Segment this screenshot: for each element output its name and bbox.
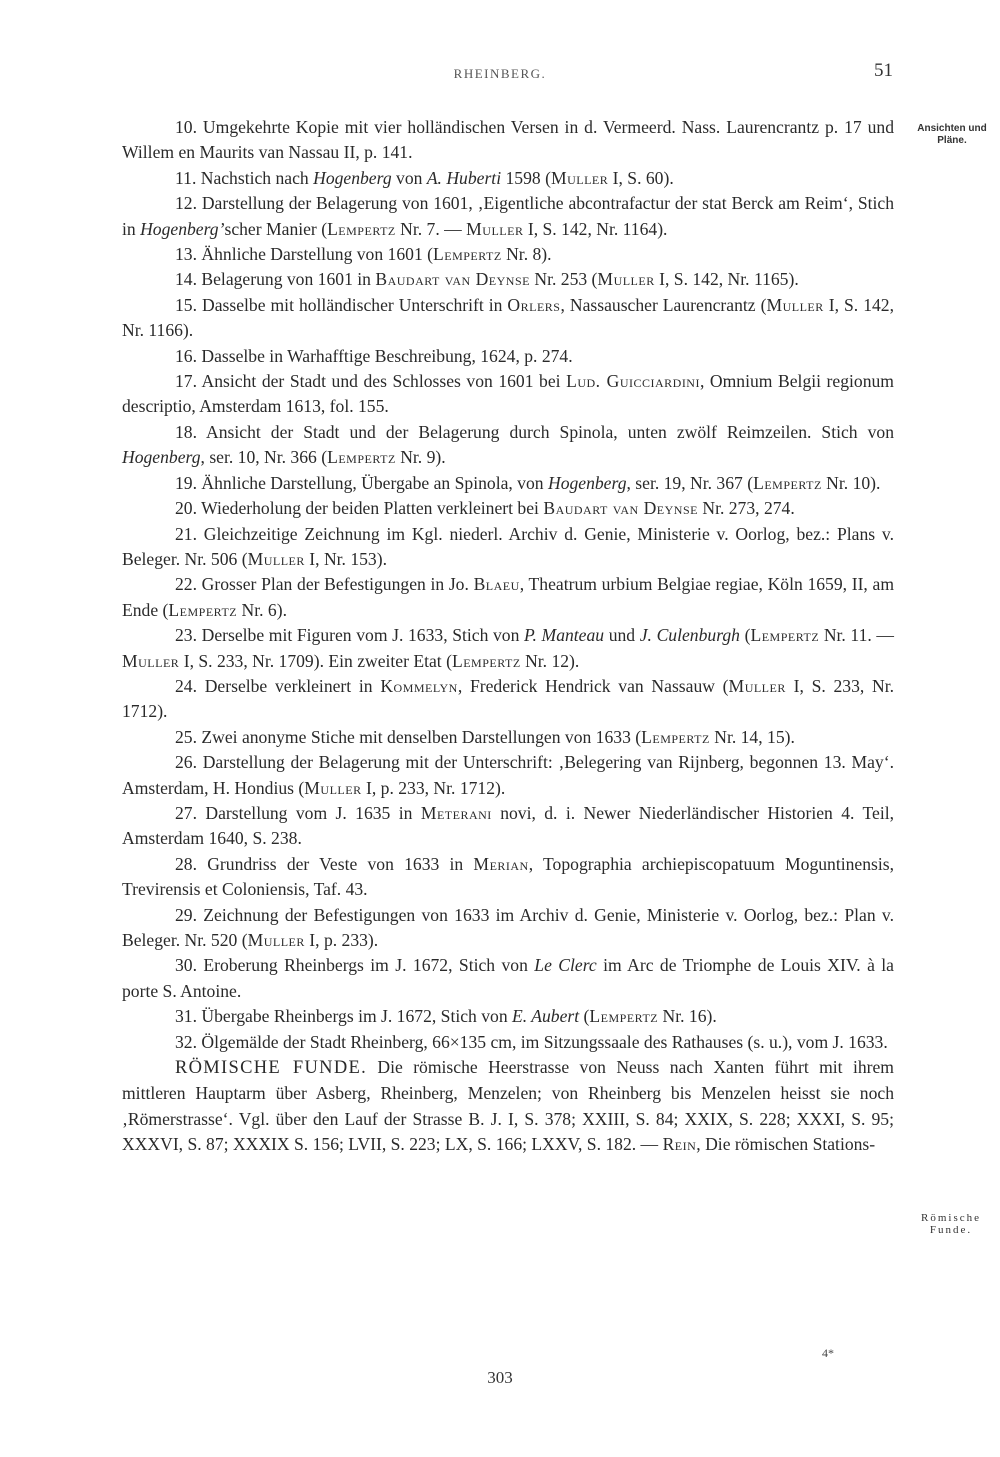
entry-text-segment: Hogenberg bbox=[122, 447, 201, 468]
entry-text-segment: Blaeu bbox=[473, 574, 520, 595]
entry-10 bbox=[122, 115, 894, 166]
entry-text-segment: Lempertz bbox=[433, 244, 502, 265]
entry-text-segment: 1598 ( bbox=[501, 167, 551, 188]
entry-text-segment: Muller bbox=[466, 218, 524, 239]
entry-text-segment: I, S. 233, Nr. 1709). Ein zweiter Etat ( bbox=[179, 650, 452, 671]
entry-text-segment: 31. Übergabe Rheinbergs im J. 1672, Stich von bbox=[175, 1006, 513, 1027]
entry-text-segment: Hogenberg’ bbox=[140, 218, 225, 239]
entry-text-segment: Orlers bbox=[507, 294, 561, 315]
footer-page-number: 303 bbox=[487, 1368, 513, 1387]
entry-text-segment: Hogenberg bbox=[313, 167, 392, 188]
entry-text-segment: 18. Ansicht der Stadt und der Belagerung durch Spinola, unten zwölf Reimzeilen. Stich von bbox=[175, 421, 894, 442]
entry-text-segment: Nr. 6). bbox=[237, 599, 287, 620]
entry-text-segment: Muller bbox=[304, 777, 362, 798]
entry-text-segment: Baudart van Deynse bbox=[543, 498, 698, 519]
entry-text-segment: und bbox=[604, 625, 640, 646]
entry-text-segment: Hogenberg bbox=[547, 472, 627, 493]
entry-text-segment: 24. Derselbe verkleinert in bbox=[175, 675, 381, 696]
entry-text-segment: ( bbox=[739, 625, 751, 646]
entry-text-segment: Lempertz bbox=[327, 218, 396, 239]
entry-16 bbox=[122, 344, 894, 369]
entry-text-segment: Lempertz bbox=[641, 726, 710, 747]
main-text bbox=[122, 115, 894, 1158]
entry-text-segment: I, p. 233). bbox=[304, 930, 379, 950]
entry-text-segment: Muller bbox=[597, 269, 655, 290]
entry-text-segment: Nr. 9). bbox=[395, 447, 446, 468]
entry-text-segment: , Topographia archiepiscopatuum Moguntinensis, Trevirensis et Coloniensis, Taf. 43. bbox=[122, 853, 894, 900]
entry-text-segment: 16. Dasselbe in Warhafftige Beschreibung, 1624, p. 274. bbox=[175, 345, 573, 366]
entry-text-segment: I, p. 233, Nr. 1712). bbox=[361, 777, 506, 798]
entry-text-segment: 26. Darstellung der Belagerung mit der Unterschrift: ‚Belegering van Rijnberg, begonnen 13. May‘. Amsterdam, H. Hondius ( bbox=[122, 752, 894, 798]
entry-text-segment: J. Culenburgh bbox=[639, 625, 740, 646]
entry-32 bbox=[122, 1030, 894, 1055]
entry-text-segment: , ser. 10, Nr. 366 ( bbox=[200, 447, 328, 468]
entry-13 bbox=[122, 242, 894, 267]
entry-11 bbox=[122, 166, 894, 191]
margin-note-roemische: Römische Funde. bbox=[921, 1212, 981, 1236]
entry-text-segment: P. Manteau bbox=[524, 625, 605, 646]
entry-text-segment: im Arc de Triomphe de Louis XIV. à la porte S. Antoine. bbox=[122, 955, 894, 1001]
entry-text-segment: , Nassauscher Laurencrantz ( bbox=[560, 294, 767, 315]
entry-text-segment: , Frederick Hendrick van Nassauw ( bbox=[457, 675, 729, 696]
entry-text-segment: 17. Ansicht der Stadt und des Schlosses von 1601 bei bbox=[175, 371, 567, 392]
entry-text-segment: I, S. 142, Nr. 1165). bbox=[654, 269, 799, 290]
entry-text-segment: Nr. 273, 274. bbox=[697, 498, 795, 519]
signature-mark: 4* bbox=[822, 1346, 834, 1360]
entry-text-segment: E. Aubert bbox=[512, 1006, 580, 1027]
entry-12 bbox=[122, 191, 894, 242]
entry-text-segment: 27. Darstellung vom J. 1635 in bbox=[175, 802, 421, 823]
entry-text-segment: Muller bbox=[766, 294, 824, 315]
entry-text-segment: Nr. 16). bbox=[658, 1006, 717, 1027]
entry-text-segment: von bbox=[391, 167, 427, 188]
entry-text-segment: 30. Eroberung Rheinbergs im J. 1672, Stich von bbox=[175, 955, 535, 976]
entry-text-segment: , Theatrum urbium Belgiae regiae, Köln 1659, II, am Ende ( bbox=[122, 574, 894, 620]
entry-text-segment: 15. Dasselbe mit holländischer Unterschrift in bbox=[175, 294, 508, 315]
entry-text-segment: Muller bbox=[247, 930, 305, 950]
entry-text-segment: Muller bbox=[122, 650, 180, 671]
entry-text-segment: Le Clerc bbox=[534, 955, 597, 976]
entry-text-segment: Nr. 253 ( bbox=[529, 269, 598, 290]
entry-23 bbox=[122, 623, 894, 674]
entry-15 bbox=[122, 293, 894, 344]
entry-18 bbox=[122, 420, 894, 471]
entry-text-segment: Nr. 7. — bbox=[395, 218, 467, 239]
page-number: 51 bbox=[874, 60, 893, 81]
entry-26 bbox=[122, 750, 894, 801]
entry-text-segment: , Omnium Belgii regionum descriptio, Amsterdam 1613, fol. 155. bbox=[122, 371, 894, 417]
entry-text-segment: I, S. 60). bbox=[608, 167, 674, 188]
entry-text-segment: Muller bbox=[247, 548, 305, 569]
entry-text-segment: Meterani bbox=[420, 802, 492, 823]
entry-text-segment: Lempertz bbox=[753, 472, 822, 493]
entry-14 bbox=[122, 267, 894, 292]
entry-text-segment: Nr. 12). bbox=[520, 650, 580, 671]
entry-text-segment: I, S. 142, Nr. 1166). bbox=[122, 294, 894, 341]
entry-21 bbox=[122, 522, 894, 573]
entry-text-segment: Nr. 11. — bbox=[819, 625, 894, 646]
entry-roemische bbox=[122, 1055, 894, 1158]
entry-text-segment: 21. Gleichzeitige Zeichnung im Kgl. niederl. Archiv d. Genie, Ministerie v. Oorlog, bez.: Plans v. Beleger. Nr. 506 ( bbox=[122, 523, 894, 569]
entry-text-segment: 10. Umgekehrte Kopie mit vier holländischen Versen in d. Vermeerd. Nass. Laurencrantz p. 17 und Willem en Maurits van Nassau II, p. 141. bbox=[122, 117, 894, 163]
entry-text-segment: Lempertz bbox=[750, 625, 820, 646]
entry-text-segment: Lempertz bbox=[168, 599, 238, 620]
entry-text-segment: 14. Belagerung von 1601 in bbox=[175, 269, 376, 290]
entry-27 bbox=[122, 801, 894, 852]
entry-text-segment: , Die römischen Stations- bbox=[696, 1134, 876, 1155]
entry-29 bbox=[122, 903, 894, 954]
entry-text-segment: ( bbox=[579, 1006, 590, 1027]
entry-20 bbox=[122, 496, 894, 521]
entry-text-segment: Merian bbox=[473, 853, 529, 874]
entry-text-segment: Muller bbox=[550, 167, 609, 188]
entry-22 bbox=[122, 572, 894, 623]
entry-text-segment: Rein bbox=[662, 1134, 697, 1155]
entry-text-segment: , ser. 19, Nr. 367 ( bbox=[626, 472, 754, 493]
entry-text-segment: 29. Zeichnung der Befestigungen von 1633 im Archiv d. Genie, Ministerie v. Oorlog, bez.: Plan v. Beleger. Nr. 520 ( bbox=[122, 904, 894, 950]
entry-text-segment: Kommelyn bbox=[380, 675, 458, 696]
entry-text-segment: Lempertz bbox=[451, 650, 521, 671]
entry-text-segment: Baudart van Deynse bbox=[375, 269, 530, 290]
entry-text-segment: 23. Derselbe mit Figuren vom J. 1633, Stich von bbox=[175, 625, 525, 646]
margin-note-ansichten: Ansichten und Pläne. bbox=[917, 123, 987, 146]
entry-text-segment: Die römische Heerstrasse von Neuss nach Xanten führt mit ihrem mittleren Hauptarm über Asberg, Rheinberg, Menzelen; von Rheinberg bis Menzelen heisst sie noch ‚Römerstrasse‘. Vgl. über den Lauf der Strasse B. J. I, S. 378; XXIII, S. 84; XXIX, S. 228; XXXI, S. 95; XXXVI, S. 87; XXXIX S. 156; LVII, S. 223; LX, S. 166; LXXV, S. 182. — bbox=[122, 1057, 894, 1155]
entry-text-segment: 20. Wiederholung der beiden Platten verkleinert bei bbox=[175, 498, 544, 519]
entry-text-segment: I, Nr. 153). bbox=[304, 548, 387, 569]
entry-25 bbox=[122, 725, 894, 750]
entry-text-segment: 12. Darstellung der Belagerung von 1601, ‚Eigentliche abcontrafactur der stat Berck am Reim‘, Stich in bbox=[122, 193, 894, 239]
entry-text-segment: Muller bbox=[728, 675, 786, 696]
entry-text-segment: scher Manier ( bbox=[224, 218, 328, 239]
entry-text-segment: Nr. 10). bbox=[821, 472, 881, 493]
entry-text-segment: A. Huberti bbox=[426, 167, 502, 188]
entry-31 bbox=[122, 1004, 894, 1029]
entry-text-segment: I, S. 142, Nr. 1164). bbox=[523, 218, 668, 239]
entry-text-segment: Nr. 8). bbox=[501, 244, 552, 265]
entry-24 bbox=[122, 674, 894, 725]
entry-text-segment: 28. Grundriss der Veste von 1633 in bbox=[175, 853, 474, 874]
entry-text-segment: Lempertz bbox=[589, 1006, 659, 1027]
entry-text-segment: 22. Grosser Plan der Befestigungen in Jo. bbox=[175, 574, 474, 595]
entry-text-segment: Lud. Guicciardini bbox=[566, 371, 700, 392]
entry-text-segment: I, S. 233, Nr. 1712). bbox=[122, 675, 894, 722]
entry-text-segment: Nr. 14, 15). bbox=[709, 726, 795, 747]
entry-text-segment: 11. Nachstich nach bbox=[175, 167, 314, 188]
running-header: RHEINBERG. bbox=[453, 66, 547, 81]
entry-text-segment: RÖMISCHE FUNDE. bbox=[175, 1058, 368, 1079]
entry-text-segment: novi, d. i. Newer Niederländischer Historien 4. Teil, Amsterdam 1640, S. 238. bbox=[122, 802, 894, 849]
entry-text-segment: 25. Zwei anonyme Stiche mit denselben Darstellungen von 1633 ( bbox=[175, 726, 642, 747]
entry-text-segment: 13. Ähnliche Darstellung von 1601 ( bbox=[175, 244, 433, 265]
entry-text-segment: 19. Ähnliche Darstellung, Übergabe an Spinola, von bbox=[175, 472, 548, 493]
entry-30 bbox=[122, 953, 894, 1004]
entry-text-segment: 32. Ölgemälde der Stadt Rheinberg, 66×135 cm, im Sitzungssaale des Rathauses (s. u.), vom J. 1633. bbox=[175, 1031, 888, 1052]
entry-17 bbox=[122, 369, 894, 420]
entry-text-segment: Lempertz bbox=[327, 447, 396, 468]
entry-28 bbox=[122, 852, 894, 903]
entry-19 bbox=[122, 471, 894, 496]
